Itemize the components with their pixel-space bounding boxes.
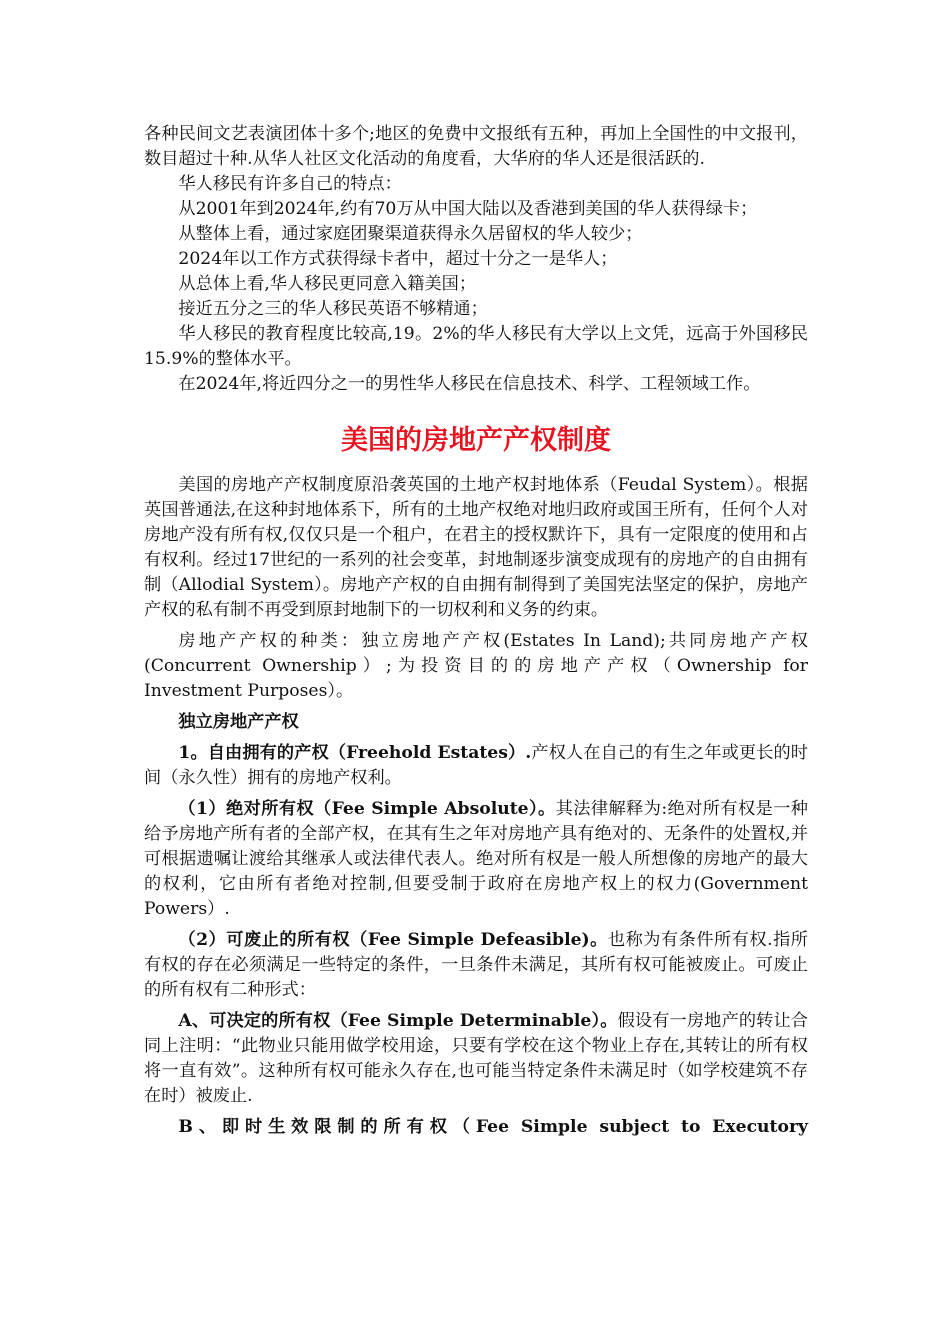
paragraph: 接近五分之三的华人移民英语不够精通； [178, 299, 488, 319]
item-text: 其法律解释为:绝对所有权是一种给予房地产所有者的全部产权，在其有生之年对房地产具有绝对的、无条件的处置权,并可根据遗嘱让渡给其继承人或法律代表人。绝对所有权是一般人所想像的房地产的最大的权利，它由所有者绝对控制,但要受制于政府在房地产权上的权力(Government Powers）. [144, 799, 808, 919]
paragraph [144, 1009, 808, 1109]
paragraph: 从2001年到2024年,约有70万从中国大陆以及香港到美国的华人获得绿卡； [178, 199, 758, 219]
paragraph [144, 928, 808, 1003]
item-heading: 1。自由拥有的产权（Freehold Estates）. [178, 743, 532, 763]
paragraph: 华人移民有许多自己的特点： [178, 174, 402, 194]
paragraph: 2024年以工作方式获得绿卡者中，超过十分之一是华人； [178, 249, 618, 269]
document-body [144, 122, 808, 1140]
paragraph: 从整体上看，通过家庭团聚渠道获得永久居留权的华人较少； [178, 224, 643, 244]
paragraph: 美国的房地产产权制度原沿袭英国的土地产权封地体系（Feudal System）。根据英国普通法,在这种封地体系下，所有的土地产权绝对地归政府或国王所有，任何个人对房地产没有所有权,仅仅只是一个租户，在君主的授权默许下，具有一定限度的使用和占有权利。经过17世纪的一系列的社会变革，封地制逐步演变成现有的房地产的自由拥有制（Allodial System）。房地产产权的自由拥有制得到了美国宪法坚定的保护，房地产产权的私有制不再受到原封地制下的一切权利和义务的约束。 [144, 475, 808, 620]
subheading-text: 独立房地产产权 [178, 712, 299, 732]
paragraph [144, 797, 808, 922]
item-heading: B、即时生效限制的所有权（Fee Simple subject to Executory [178, 1117, 808, 1137]
section-title: 美国的房地产产权制度 [341, 425, 611, 456]
paragraph: 华人移民的教育程度比较高,19。2%的华人移民有大学以上文凭，远高于外国移民15.9%的整体水平。 [144, 324, 808, 369]
item-heading: （1）绝对所有权（Fee Simple Absolute）。 [178, 799, 556, 819]
item-text: 产权人在自己的有生之年或更长的时间（永久性）拥有的房地产权利。 [144, 743, 808, 788]
paragraph: 房地产产权的种类：独立房地产产权(Estates In Land);共同房地产产权(Concurrent Ownership）;为投资目的的房地产产权（Ownership for Investment Purposes）。 [144, 631, 808, 701]
item-heading: （2）可废止的所有权（Fee Simple Defeasible)。 [178, 930, 608, 950]
paragraph: 在2024年,将近四分之一的男性华人移民在信息技术、科学、工程领域工作。 [178, 374, 761, 394]
paragraph: 从总体上看,华人移民更同意入籍美国； [178, 274, 477, 294]
item-text: 假设有一房地产的转让合同上注明：“此物业只能用做学校用途，只要有学校在这个物业上存在,其转让的所有权将一直有效”。这种所有权可能永久存在,也可能当特定条件未满足时（如学校建筑不存在时）被废止. [144, 1011, 808, 1106]
item-heading: A、可决定的所有权（Fee Simple Determinable）。 [178, 1011, 618, 1031]
subheading [144, 710, 808, 735]
paragraph: 各种民间文艺表演团体十多个;地区的免费中文报纸有五种，再加上全国性的中文报刊，数目超过十种.从华人社区文化活动的角度看，大华府的华人还是很活跃的. [144, 124, 808, 169]
item-text: 也称为有条件所有权.指所有权的存在必须满足一些特定的条件，一旦条件未满足，其所有权可能被废止。可废止的所有权有二种形式： [144, 930, 808, 1000]
paragraph [144, 741, 808, 791]
paragraph [144, 1115, 808, 1140]
